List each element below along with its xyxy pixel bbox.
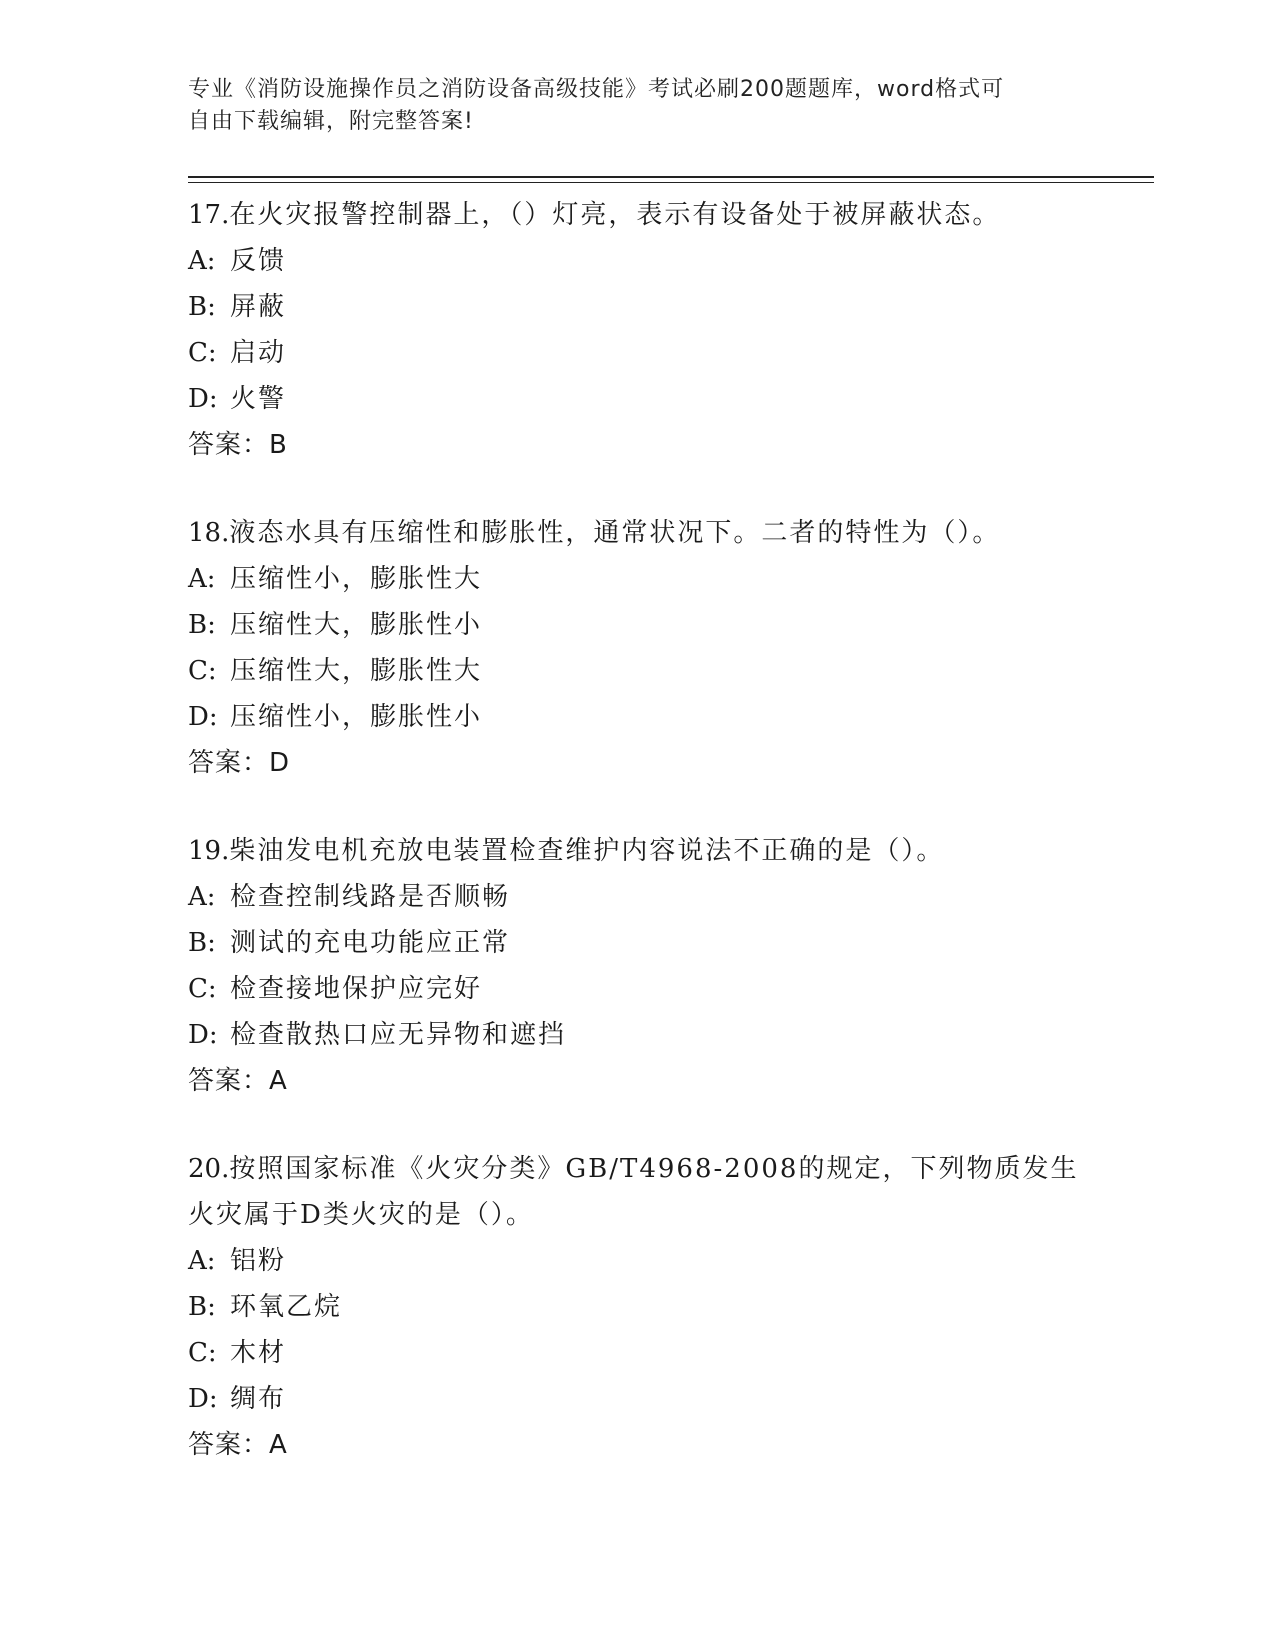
question-text: 按照国家标准《火灾分类》GB/T4968-2008的规定，下列物质发生	[229, 1154, 1079, 1184]
option-text: 压缩性小，膨胀性大	[230, 564, 483, 594]
option-letter: C:	[188, 974, 217, 1004]
header-line-1: 专业《消防设施操作员之消防设备高级技能》考试必刷200题题库，word格式可	[188, 77, 1005, 102]
option-letter: B:	[188, 1292, 216, 1322]
answer: 答案：B	[188, 430, 288, 460]
question-text: 液态水具有压缩性和膨胀性，通常状况下。二者的特性为（）。	[229, 518, 1001, 548]
question-text: 柴油发电机充放电装置检查维护内容说法不正确的是（）。	[229, 836, 945, 866]
header-divider-thin	[188, 182, 1154, 183]
question-stem	[188, 828, 1088, 874]
option-letter: C:	[188, 656, 217, 686]
question-stem	[188, 192, 1088, 238]
option-b	[188, 920, 1088, 966]
option-a	[188, 556, 1088, 602]
option-letter: B:	[188, 292, 216, 322]
question-number: 18.	[188, 518, 230, 548]
question-stem-continued: 火灾属于D类火灾的是（）。	[188, 1200, 534, 1230]
option-text: 铝粉	[230, 1246, 287, 1276]
answer: 答案：A	[188, 1066, 288, 1096]
answer: 答案：D	[188, 748, 291, 778]
question-20	[188, 1146, 1088, 1468]
option-text: 木材	[230, 1338, 287, 1368]
question-18	[188, 510, 1088, 786]
option-b	[188, 602, 1088, 648]
option-text: 检查接地保护应完好	[230, 974, 483, 1004]
question-list	[188, 192, 1088, 1510]
question-number: 17.	[188, 200, 230, 230]
option-letter: C:	[188, 338, 217, 368]
option-letter: A:	[188, 1246, 216, 1276]
option-c	[188, 966, 1088, 1012]
option-letter: D:	[188, 702, 218, 732]
option-b	[188, 1284, 1088, 1330]
option-text: 压缩性大，膨胀性大	[230, 656, 483, 686]
option-text: 反馈	[230, 246, 287, 276]
question-stem	[188, 510, 1088, 556]
question-stem	[188, 1146, 1088, 1192]
option-text: 检查散热口应无异物和遮挡	[230, 1020, 567, 1050]
option-letter: A:	[188, 564, 216, 594]
option-text: 压缩性大，膨胀性小	[230, 610, 483, 640]
option-d	[188, 1376, 1088, 1422]
option-text: 测试的充电功能应正常	[230, 928, 511, 958]
option-letter: A:	[188, 882, 216, 912]
option-text: 屏蔽	[230, 292, 287, 322]
option-a	[188, 1238, 1088, 1284]
option-letter: D:	[188, 384, 218, 414]
option-text: 压缩性小，膨胀性小	[230, 702, 483, 732]
option-letter: B:	[188, 928, 216, 958]
option-letter: C:	[188, 1338, 217, 1368]
option-a	[188, 238, 1088, 284]
option-text: 火警	[230, 384, 287, 414]
option-c	[188, 330, 1088, 376]
option-text: 检查控制线路是否顺畅	[230, 882, 511, 912]
option-d	[188, 1012, 1088, 1058]
option-letter: B:	[188, 610, 216, 640]
option-a	[188, 874, 1088, 920]
option-text: 环氧乙烷	[230, 1292, 343, 1322]
option-c	[188, 1330, 1088, 1376]
question-number: 20.	[188, 1154, 230, 1184]
header-divider-thick	[188, 176, 1154, 178]
option-letter: D:	[188, 1020, 218, 1050]
option-c	[188, 648, 1088, 694]
question-19	[188, 828, 1088, 1104]
option-text: 绸布	[230, 1384, 287, 1414]
document-header	[188, 74, 1068, 138]
option-letter: D:	[188, 1384, 218, 1414]
question-17	[188, 192, 1088, 468]
header-line-2: 自由下载编辑，附完整答案!	[188, 109, 474, 134]
option-b	[188, 284, 1088, 330]
option-text: 启动	[230, 338, 287, 368]
question-number: 19.	[188, 836, 230, 866]
question-text: 在火灾报警控制器上，（）灯亮，表示有设备处于被屏蔽状态。	[229, 200, 1001, 230]
answer: 答案：A	[188, 1430, 288, 1460]
option-d	[188, 376, 1088, 422]
option-letter: A:	[188, 246, 216, 276]
option-d	[188, 694, 1088, 740]
